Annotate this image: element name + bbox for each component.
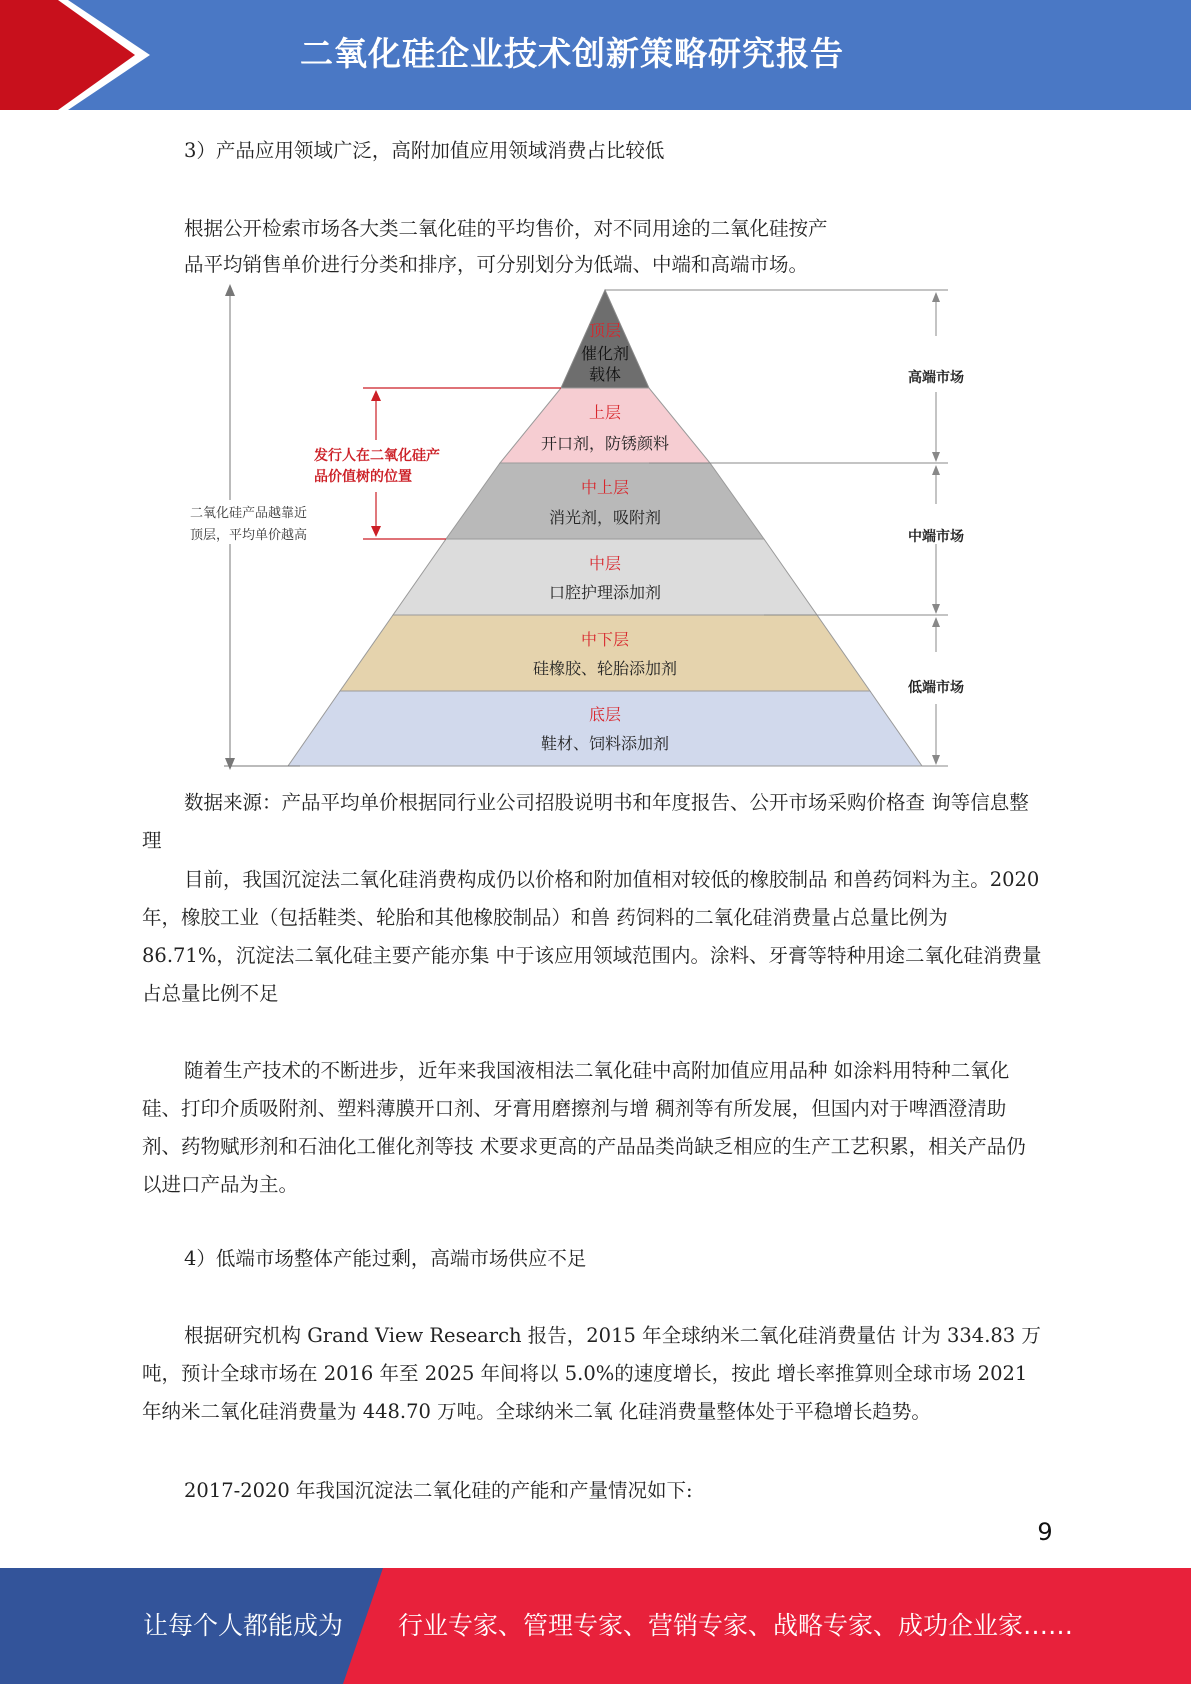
header-chevron-icon (0, 0, 150, 110)
layer-lower-middle-shape (340, 615, 870, 691)
market-low-label: 低端市场 (908, 680, 964, 696)
paragraph-3: 根据研究机构 Grand View Research 报告，2015 年全球纳米二氧化硅消费量估 计为 334.83 万吨，预计全球市场在 2016 年至 2025 年间将以 5.0%的速度增长，按此 增长率推算则全球市场 2021 年纳米二氧化硅消费量为 448.70 万吨。全球纳米二氧 化硅消费量整体处于平稳增长趋势。 (142, 1324, 1041, 1423)
layer-upper-middle-desc: 消光剂，吸附剂 (548, 508, 662, 527)
paragraph-2: 随着生产技术的不断进步，近年来我国液相法二氧化硅中高附加值应用品种 如涂料用特种二氧化硅、打印介质吸附剂、塑料薄膜开口剂、牙膏用磨擦剂与增 稠剂等有所发展，但国内对于啤酒澄清助剂、药物赋形剂和石油化工催化剂等技 术要求更高的产品品类尚缺乏相应的生产工艺积累，相关产品仍以进口产品为主。 (142, 1059, 1026, 1196)
layer-upper-desc: 开口剂，防锈颜料 (540, 434, 670, 453)
footer-slogan-right: 行业专家、管理专家、营销专家、战略专家、成功企业家…… (398, 1611, 1074, 1640)
header-title: 二氧化硅企业技术创新策略研究报告 (300, 34, 844, 73)
section-heading-4: 4）低端市场整体产能过剩，高端市场供应不足 (184, 1247, 587, 1270)
market-mid-label: 中端市场 (908, 529, 964, 545)
paragraph-4: 2017-2020 年我国沉淀法二氧化硅的产能和产量情况如下: (184, 1479, 693, 1502)
page-header (0, 0, 1191, 110)
value-pyramid-diagram (180, 280, 980, 770)
layer-top-name: 顶层 (588, 321, 622, 340)
page-number: 9 (1037, 1518, 1053, 1546)
layer-middle-desc: 口腔护理添加剂 (548, 583, 662, 602)
layer-upper-middle-name: 中上层 (580, 478, 630, 497)
layer-top-desc-2: 载体 (588, 365, 622, 384)
market-high-label: 高端市场 (908, 370, 964, 386)
layer-lower-middle-desc: 硅橡胶、轮胎添加剂 (532, 659, 678, 678)
left-note-line-1: 二氧化硅产品越靠近 (190, 506, 308, 521)
issuer-label-line-2: 品价值树的位置 (314, 469, 412, 485)
layer-middle-shape (393, 539, 817, 615)
layer-upper-name: 上层 (588, 403, 622, 422)
layer-bottom-shape (288, 691, 922, 766)
page-footer (0, 1568, 1191, 1684)
intro-line-1: 根据公开检索市场各大类二氧化硅的平均售价，对不同用途的二氧化硅按产 (184, 217, 828, 240)
layer-bottom-name: 底层 (588, 705, 622, 724)
issuer-label-line-1: 发行人在二氧化硅产 (314, 448, 440, 464)
layer-bottom-desc: 鞋材、饲料添加剂 (540, 734, 670, 753)
paragraph-1: 目前，我国沉淀法二氧化硅消费构成仍以价格和附加值相对较低的橡胶制品 和兽药饲料为主。2020 年，橡胶工业（包括鞋类、轮胎和其他橡胶制品）和兽 药饲料的二氧化硅消费量占总量比例为 86.71%，沉淀法二氧化硅主要产能亦集 中于该应用领域范围内。涂料、牙膏等特种用途二氧化硅消费量占总量比例不足 (142, 868, 1042, 1005)
data-source-note: 数据来源：产品平均单价根据同行业公司招股说明书和年度报告、公开市场采购价格查 询等信息整理 (142, 791, 1029, 852)
layer-middle-name: 中层 (588, 554, 622, 573)
intro-line-2: 品平均销售单价进行分类和排序，可分别划分为低端、中端和高端市场。 (184, 253, 809, 276)
footer-slogan-left: 让每个人都能成为 (143, 1611, 344, 1640)
section-heading-3: 3）产品应用领域广泛，高附加值应用领域消费占比较低 (184, 139, 665, 162)
left-note-line-2: 顶层，平均单价越高 (190, 528, 308, 543)
layer-upper-middle-shape (446, 463, 764, 539)
layer-lower-middle-name: 中下层 (580, 630, 630, 649)
layer-top-desc-1: 催化剂 (580, 344, 630, 363)
